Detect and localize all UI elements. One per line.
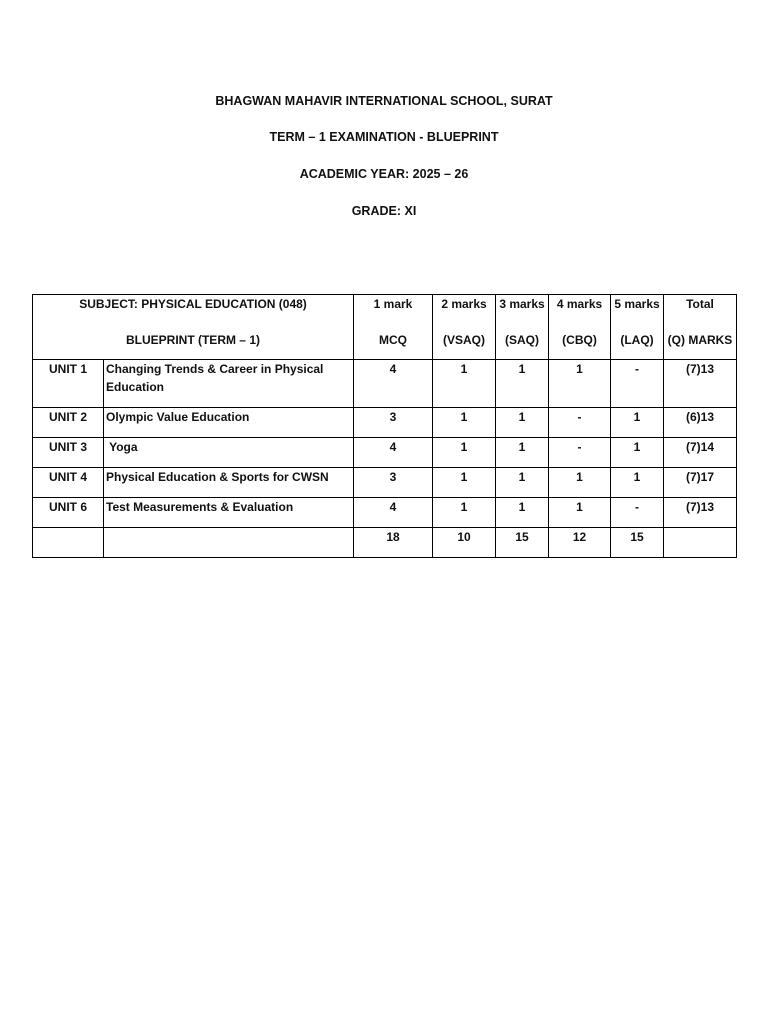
table-row bbox=[33, 438, 737, 468]
cbq-cell: 1 bbox=[549, 360, 611, 408]
subject-label: SUBJECT: PHYSICAL EDUCATION (048) bbox=[79, 297, 307, 311]
laq-cell: 1 bbox=[611, 468, 664, 498]
column-header-laq: 5 marks (LAQ) bbox=[611, 295, 664, 360]
table-row bbox=[33, 408, 737, 438]
vsaq-cell: 1 bbox=[433, 438, 496, 468]
saq-cell: 1 bbox=[496, 468, 549, 498]
cbq-total-cell: 12 bbox=[549, 528, 611, 558]
vsaq-cell: 1 bbox=[433, 408, 496, 438]
saq-cell: 1 bbox=[496, 360, 549, 408]
mcq-cell: 4 bbox=[354, 498, 433, 528]
laq-total-cell: 15 bbox=[611, 528, 664, 558]
totals-row bbox=[33, 528, 737, 558]
blueprint-label: BLUEPRINT (TERM – 1) bbox=[125, 333, 260, 347]
saq-cell: 1 bbox=[496, 408, 549, 438]
column-header-vsaq: 2 marks (VSAQ) bbox=[433, 295, 496, 360]
column-header-cbq: 4 marks (CBQ) bbox=[549, 295, 611, 360]
vsaq-cell: 1 bbox=[433, 498, 496, 528]
academic-year: ACADEMIC YEAR: 2025 – 26 bbox=[299, 167, 469, 181]
unit-cell: UNIT 1 bbox=[33, 360, 104, 408]
topic-cell: Olympic Value Education bbox=[104, 408, 354, 438]
cbq-cell: - bbox=[549, 408, 611, 438]
subject-header-cell bbox=[33, 295, 354, 360]
unit-cell: UNIT 6 bbox=[33, 498, 104, 528]
unit-cell: UNIT 4 bbox=[33, 468, 104, 498]
blueprint-table bbox=[32, 294, 737, 558]
cbq-cell: 1 bbox=[549, 498, 611, 528]
total-cell: (7)17 bbox=[664, 468, 737, 498]
unit-cell bbox=[33, 528, 104, 558]
laq-cell: 1 bbox=[611, 438, 664, 468]
table-header-row bbox=[33, 295, 737, 360]
unit-cell: UNIT 2 bbox=[33, 408, 104, 438]
exam-title: TERM – 1 EXAMINATION - BLUEPRINT bbox=[269, 130, 499, 144]
total-cell: (7)14 bbox=[664, 438, 737, 468]
saq-cell: 1 bbox=[496, 438, 549, 468]
vsaq-cell: 1 bbox=[433, 468, 496, 498]
vsaq-cell: 1 bbox=[433, 360, 496, 408]
table-row bbox=[33, 360, 737, 408]
total-cell: (6)13 bbox=[664, 408, 737, 438]
grand-total-cell bbox=[664, 528, 737, 558]
mcq-total-cell: 18 bbox=[354, 528, 433, 558]
unit-cell: UNIT 3 bbox=[33, 438, 104, 468]
saq-cell: 1 bbox=[496, 498, 549, 528]
column-header-mcq: 1 mark MCQ bbox=[354, 295, 433, 360]
table-row bbox=[33, 468, 737, 498]
laq-cell: - bbox=[611, 498, 664, 528]
topic-cell: Changing Trends & Career in Physical Education bbox=[104, 360, 354, 408]
saq-total-cell: 15 bbox=[496, 528, 549, 558]
table-row bbox=[33, 498, 737, 528]
vsaq-total-cell: 10 bbox=[433, 528, 496, 558]
topic-cell: Test Measurements & Evaluation bbox=[104, 498, 354, 528]
total-cell: (7)13 bbox=[664, 360, 737, 408]
topic-cell: Physical Education & Sports for CWSN bbox=[104, 468, 354, 498]
mcq-cell: 4 bbox=[354, 438, 433, 468]
total-cell: (7)13 bbox=[664, 498, 737, 528]
mcq-cell: 4 bbox=[354, 360, 433, 408]
column-header-saq: 3 marks (SAQ) bbox=[496, 295, 549, 360]
laq-cell: 1 bbox=[611, 408, 664, 438]
laq-cell: - bbox=[611, 360, 664, 408]
cbq-cell: - bbox=[549, 438, 611, 468]
school-name: BHAGWAN MAHAVIR INTERNATIONAL SCHOOL, SURAT bbox=[215, 94, 553, 108]
topic-cell: Yoga bbox=[104, 438, 354, 468]
mcq-cell: 3 bbox=[354, 468, 433, 498]
mcq-cell: 3 bbox=[354, 408, 433, 438]
topic-cell bbox=[104, 528, 354, 558]
grade-label: GRADE: XI bbox=[351, 204, 417, 218]
column-header-total: Total (Q) MARKS bbox=[664, 295, 737, 360]
cbq-cell: 1 bbox=[549, 468, 611, 498]
